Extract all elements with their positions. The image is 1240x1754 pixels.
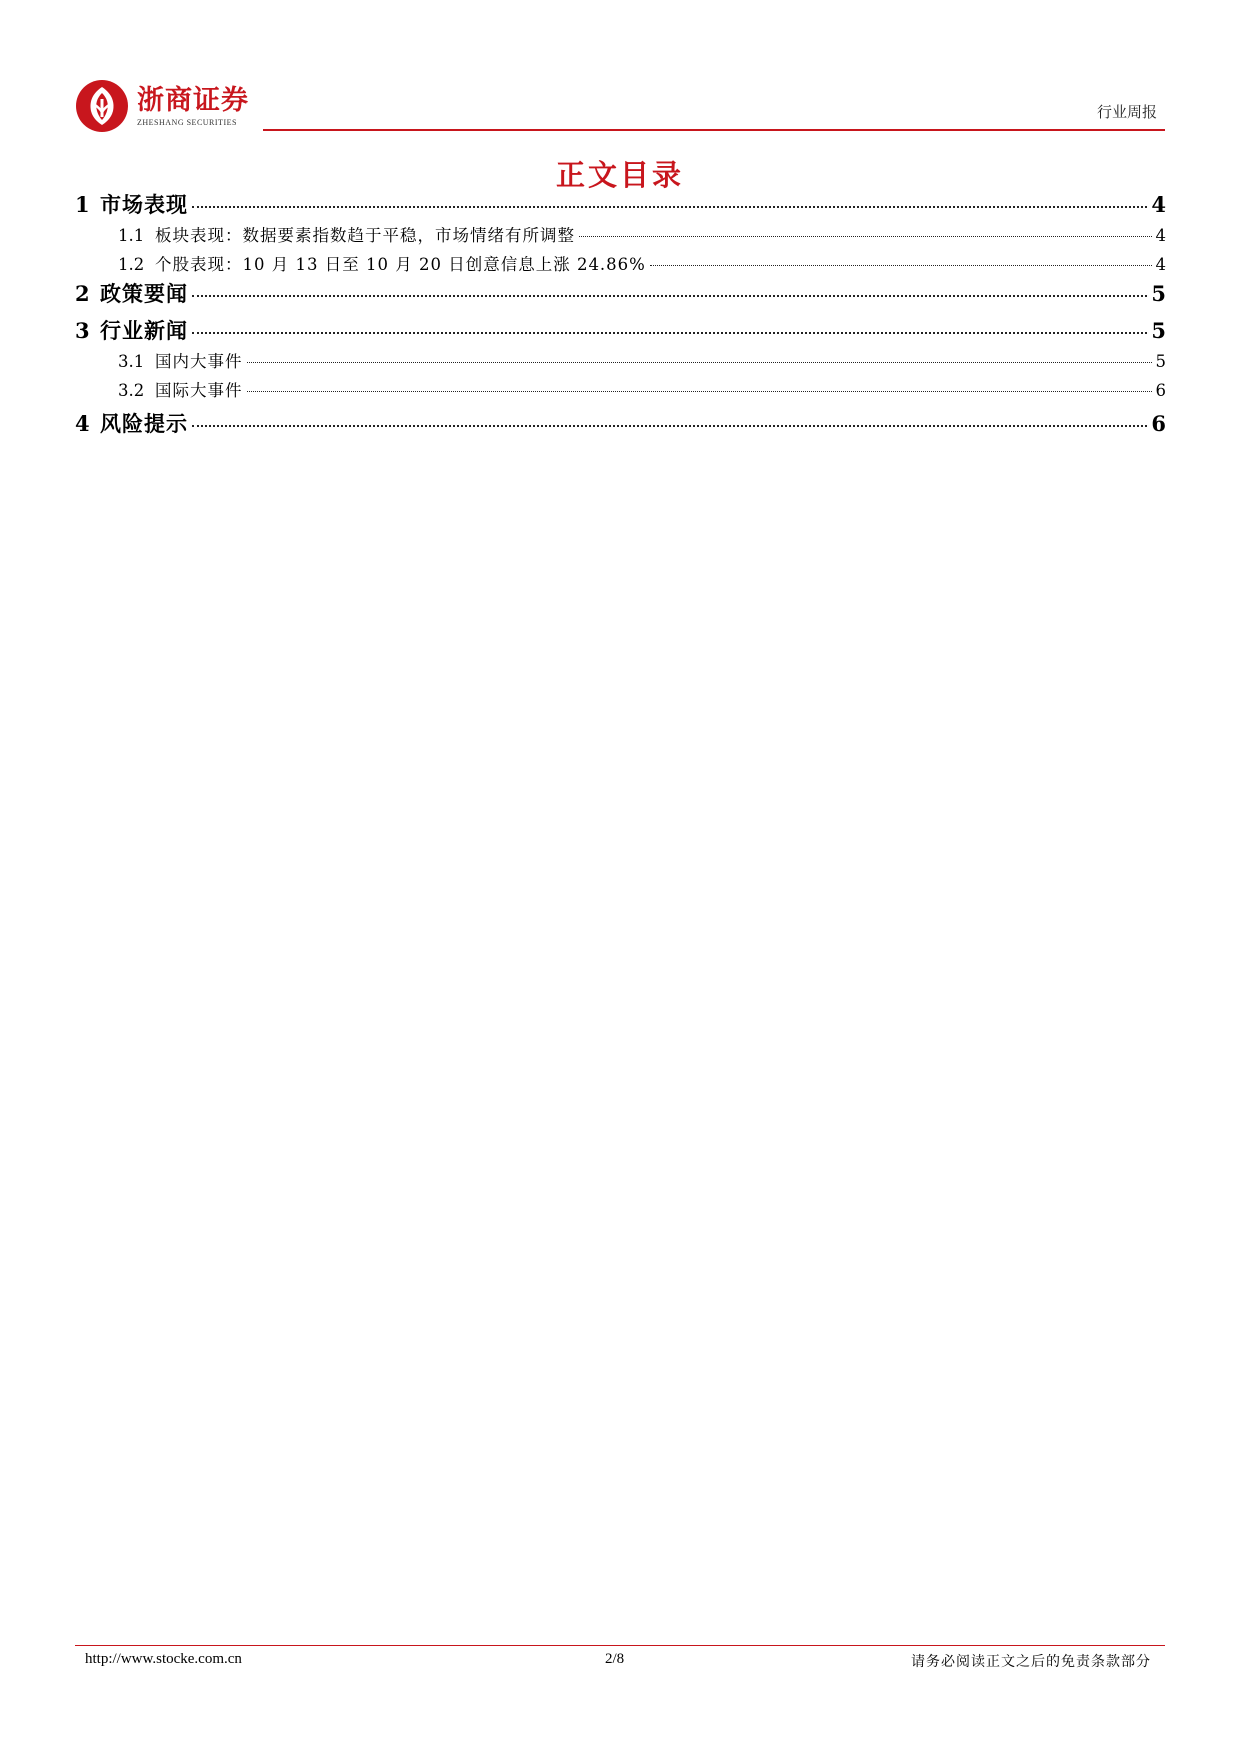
toc-title: 正文目录 [555, 158, 684, 192]
toc-entry-number: 3 [75, 318, 90, 343]
footer-website-link[interactable]: http://www.stocke.com.cn [85, 1651, 242, 1667]
toc-entry-page-number: 4 [1151, 192, 1166, 217]
toc-entry-page-number: 6 [1151, 411, 1166, 436]
toc-dot-leader [247, 362, 1152, 363]
toc-section-entry[interactable] [75, 408, 1166, 438]
toc-entry-title: 政策要闻 [100, 282, 188, 306]
toc-entry-number: 3.1 [118, 352, 145, 371]
toc-entry-number: 1.1 [118, 226, 145, 245]
toc-entry-title: 行业新闻 [100, 319, 188, 343]
logo-mark-icon [75, 79, 129, 133]
toc-entry-title: 市场表现 [100, 193, 188, 217]
toc-dot-leader [247, 391, 1152, 392]
footer-page-number: 2/8 [605, 1651, 625, 1667]
toc-entry-title: 风险提示 [100, 412, 188, 436]
toc-entry-number: 4 [75, 411, 90, 436]
toc-dot-leader [579, 236, 1152, 237]
footer-divider [75, 1645, 1165, 1646]
header-divider [263, 129, 1165, 131]
toc-entry-page-number: 4 [1155, 255, 1166, 274]
toc-entry-title: 个股表现：10 月 13 日至 10 月 20 日创意信息上涨 24.86% [155, 255, 646, 274]
toc-dot-leader [192, 332, 1147, 334]
page-footer [75, 1651, 1165, 1675]
toc-subsection-entry[interactable] [75, 377, 1166, 401]
toc-entry-page-number: 5 [1151, 318, 1166, 343]
report-type-label: 行业周报 [1096, 103, 1157, 121]
toc-dot-leader [192, 425, 1147, 427]
toc-section-entry[interactable] [75, 278, 1166, 308]
toc-entry-title: 板块表现：数据要素指数趋于平稳，市场情绪有所调整 [155, 226, 575, 245]
logo-english-name: ZHESHANG SECURITIES [137, 117, 237, 127]
page-header [75, 78, 1165, 134]
company-logo [75, 78, 249, 134]
toc-entry-number: 2 [75, 281, 90, 306]
toc-entry-number: 3.2 [118, 381, 145, 400]
toc-subsection-entry[interactable] [75, 222, 1166, 246]
toc-dot-leader [192, 206, 1147, 208]
toc-section-entry[interactable] [75, 189, 1166, 219]
logo-chinese-name: 浙商证券 [137, 84, 249, 116]
toc-entry-page-number: 6 [1155, 381, 1166, 400]
toc-entry-number: 1.2 [118, 255, 145, 274]
toc-subsection-entry[interactable] [75, 251, 1166, 275]
footer-disclaimer-notice: 请务必阅读正文之后的免责条款部分 [911, 1654, 1151, 1670]
toc-entry-title: 国际大事件 [155, 381, 243, 400]
toc-entry-page-number: 5 [1155, 352, 1166, 371]
toc-dot-leader [192, 295, 1147, 297]
toc-entry-number: 1 [75, 192, 90, 217]
toc-section-entry[interactable] [75, 315, 1166, 345]
toc-entry-page-number: 5 [1151, 281, 1166, 306]
toc-entry-page-number: 4 [1155, 226, 1166, 245]
toc-entry-title: 国内大事件 [155, 352, 243, 371]
toc-dot-leader [650, 265, 1152, 266]
toc-subsection-entry[interactable] [75, 348, 1166, 372]
